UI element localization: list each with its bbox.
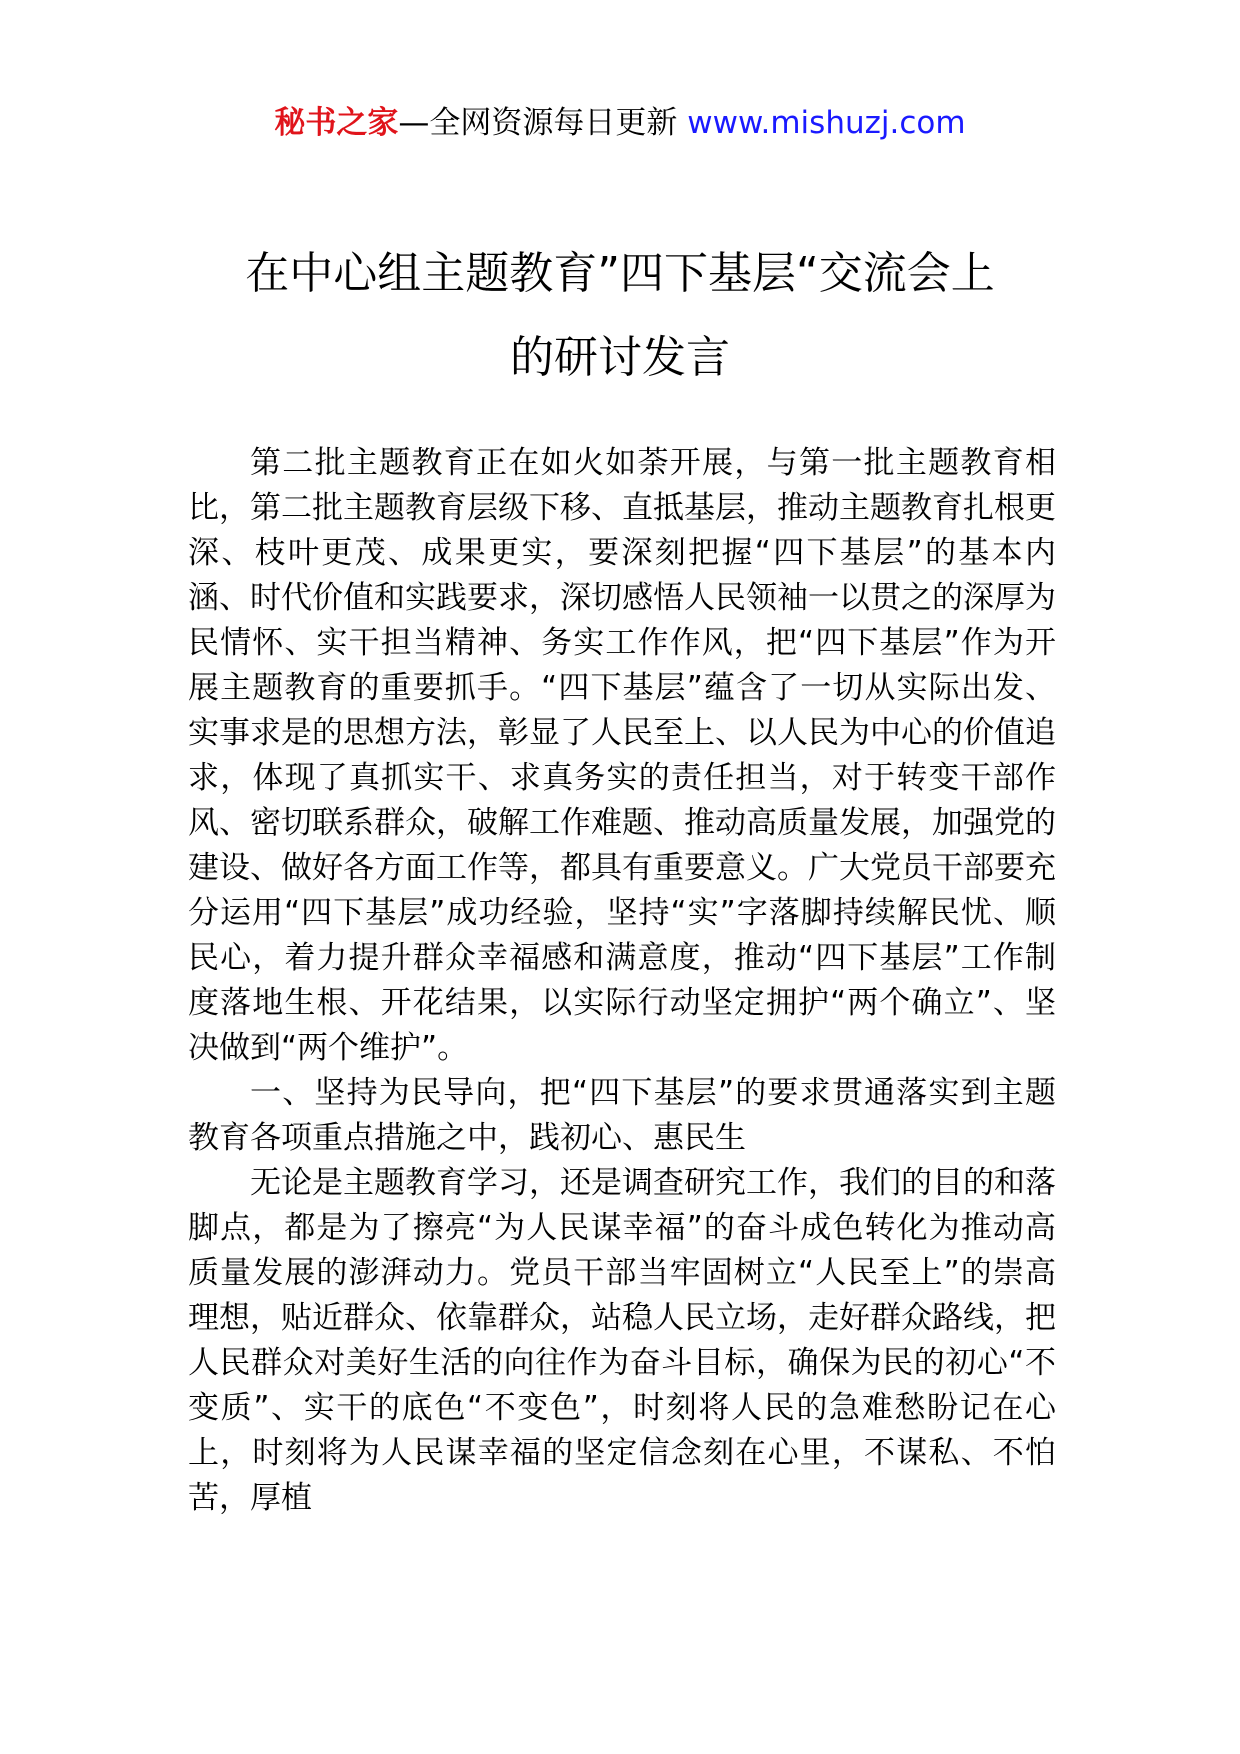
paragraph-intro: 第二批主题教育正在如火如荼开展，与第一批主题教育相比，第二批主题教育层级下移、直抵基层，推动主题教育扎根更深、枝叶更茂、成果更实，要深刻把握“四下基层”的基本内涵、时代价值和实践要求，深切感悟人民领袖一以贯之的深厚为民情怀、实干担当精神、务实工作作风，把“四下基层”作为开展主题教育的重要抓手。“四下基层”蕴含了一切从实际出发、实事求是的思想方法，彰显了人民至上、以人民为中心的价值追求，体现了真抓实干、求真务实的责任担当，对于转变干部作风、密切联系群众，破解工作难题、推动高质量发展，加强党的建设、做好各方面工作等，都具有重要意义。广大党员干部要充分运用“四下基层”成功经验，坚持“实”字落脚持续解民忧、顺民心，着力提升群众幸福感和满意度，推动“四下基层”工作制度落地生根、开花结果，以实际行动坚定拥护“两个确立”、坚决做到“两个维护”。: [188, 445, 1056, 1066]
document-title-line-1: 在中心组主题教育”四下基层“交流会上: [245, 248, 995, 299]
site-brand: 秘书之家: [274, 105, 399, 141]
document-title-line-2: 的研讨发言: [510, 332, 730, 383]
site-tagline: —全网资源每日更新: [398, 105, 688, 141]
document-body: [188, 441, 1056, 1521]
site-header: [0, 100, 1240, 146]
section-heading-1: 一、坚持为民导向，把“四下基层”的要求贯通落实到主题教育各项重点措施之中，践初心、惠民生: [188, 1075, 1056, 1156]
document-title: [140, 232, 1100, 400]
paragraph-section-1: 无论是主题教育学习，还是调查研究工作，我们的目的和落脚点，都是为了擦亮“为人民谋幸福”的奋斗成色转化为推动高质量发展的澎湃动力。党员干部当牢固树立“人民至上”的崇高理想，贴近群众、依靠群众，站稳人民立场，走好群众路线，把人民群众对美好生活的向往作为奋斗目标，确保为民的初心“不变质”、实干的底色“不变色”，时刻将人民的急难愁盼记在心上，时刻将为人民谋幸福的坚定信念刻在心里，不谋私、不怕苦，厚植: [188, 1165, 1056, 1516]
site-url[interactable]: www.mishuzj.com: [687, 105, 966, 141]
